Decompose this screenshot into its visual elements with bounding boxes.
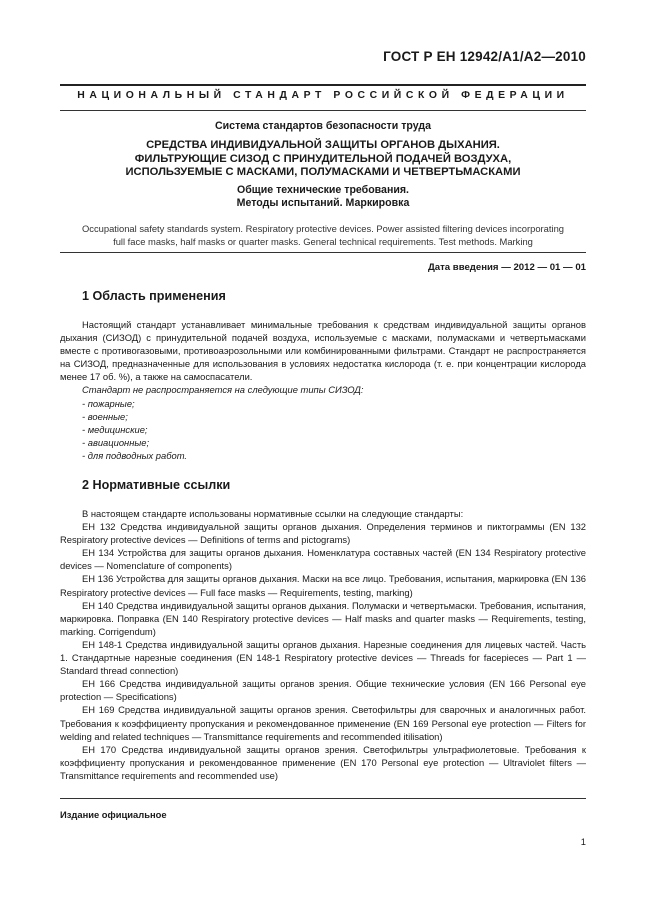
banner-divider xyxy=(60,110,586,111)
exclusion-item: - авиационные; xyxy=(82,436,150,448)
reference-item: ЕН 136 Устройства для защиты органов дыхания. Маски на все лицо. Требования, испытания, маркировка (EN 136 Respiratory protective devices — Full face masks — Requirements, testing, marking) xyxy=(60,573,586,598)
page-number: 1 xyxy=(580,836,586,847)
title-divider xyxy=(60,252,586,253)
exclusion-item: - пожарные; xyxy=(82,397,135,409)
section-scope-body xyxy=(60,318,586,462)
section-heading-references: 2 Нормативные ссылки xyxy=(82,478,231,492)
document-code: ГОСТ Р ЕН 12942/А1/А2—2010 xyxy=(383,49,586,64)
title-line: ФИЛЬТРУЮЩИЕ СИЗОД С ПРИНУДИТЕЛЬНОЙ ПОДАЧЕЙ ВОЗДУХА, xyxy=(134,152,512,165)
standards-series: Система стандартов безопасности труда xyxy=(215,120,431,132)
exclusion-intro: Стандарт не распространяется на следующие типы СИЗОД: xyxy=(82,384,364,396)
title-line: СРЕДСТВА ИНДИВИДУАЛЬНОЙ ЗАЩИТЫ ОРГАНОВ ДЫХАНИЯ. xyxy=(146,139,500,151)
english-title-line: full face masks, half masks or quarter masks. General technical requirements. Test methods. Marking xyxy=(113,236,533,247)
reference-item: ЕН 148-1 Средства индивидуальной защиты органов дыхания. Нарезные соединения для лицевых частей. Часть 1. Стандартные нарезные соединения (EN 148-1 Respiratory protective devices — Threads for facepieces — Part 1 — Standard thread connection) xyxy=(60,638,586,677)
document-subtitle xyxy=(60,184,586,210)
exclusion-item: - для подводных работ. xyxy=(82,449,188,461)
official-edition-label: Издание официальное xyxy=(60,809,167,820)
exclusion-item: - медицинские; xyxy=(82,423,148,435)
footer-divider xyxy=(60,798,586,799)
section-references-body xyxy=(60,507,586,782)
section-heading-scope: 1 Область применения xyxy=(82,289,226,303)
scope-paragraph: Настоящий стандарт устанавливает минимальные требования к средствам индивидуальной защиты органов дыхания (СИЗОД) с принудительной подачей воздуха, используемые с масками, полумасками и четвертьмасками вместе с противогазовыми, противоаэрозольными или комбинированными фильтрами. Стандарт не распространяется на СИЗОД, предназначенные для использования в условиях недостатка кислорода (т. е. при концентрации кислорода менее 17 об. %), а также на самоспасатели. xyxy=(60,319,586,383)
document-title xyxy=(60,139,586,180)
reference-item: ЕН 169 Средства индивидуальной защиты органов зрения. Светофильтры для сварочных и аналогичных работ. Требования к коэффициенту пропускания и рекомендованное применение (EN 169 Personal eye protection — Filters for welding and related techniques — Transmittance requirements and recommended itilisation) xyxy=(60,704,586,742)
title-line: ИСПОЛЬЗУЕМЫЕ С МАСКАМИ, ПОЛУМАСКАМИ И ЧЕТВЕРТЬМАСКАМИ xyxy=(125,166,521,178)
references-intro: В настоящем стандарте использованы нормативные ссылки на следующие стандарты: xyxy=(82,508,464,519)
reference-item: ЕН 134 Устройства для защиты органов дыхания. Номенклатура составных частей (EN 134 Respiratory protective devices — Nomenclature of components) xyxy=(60,547,586,572)
reference-item: ЕН 166 Средства индивидуальной защиты органов зрения. Общие технические условия (EN 166 Personal eye protection — Specifications) xyxy=(60,678,586,703)
reference-item: ЕН 170 Средства индивидуальной защиты органов зрения. Светофильтры ультрафиолетовые. Требования к коэффициенту пропускания и рекомендованное применение (EN 170 Personal eye protection — Ultraviolet filters — Transmittance requirements and recommended use) xyxy=(60,743,586,781)
national-standard-banner: НАЦИОНАЛЬНЫЙ СТАНДАРТ РОССИЙСКОЙ ФЕДЕРАЦИИ xyxy=(77,90,569,101)
english-title-line: Occupational safety standards system. Respiratory protective devices. Power assisted filtering devices incorporating xyxy=(82,223,564,234)
exclusion-item: - военные; xyxy=(82,410,128,422)
english-title xyxy=(60,222,586,248)
effective-date: Дата введения — 2012 — 01 — 01 xyxy=(427,262,586,273)
subtitle-line: Общие технические требования. xyxy=(237,184,409,196)
reference-item: ЕН 132 Средства индивидуальной защиты органов дыхания. Определения терминов и пиктограммы (EN 132 Respiratory protective devices — Definitions of terms and pictograms) xyxy=(60,521,586,546)
subtitle-line: Методы испытаний. Маркировка xyxy=(236,197,410,209)
reference-item: ЕН 140 Средства индивидуальной защиты органов дыхания. Полумаски и четвертьмаски. Требования, испытания, маркировка. Поправка (EN 140 Respiratory protective devices — Half masks and quarter masks — Requirements, testing, marking. Corrigendum) xyxy=(60,599,586,637)
header-divider xyxy=(60,84,586,86)
